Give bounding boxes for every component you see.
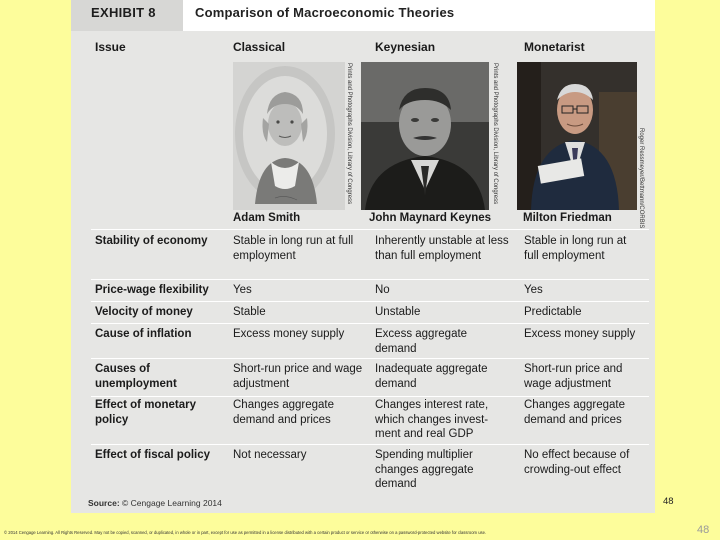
column-header-keynesian: Keynesian (375, 40, 436, 54)
exhibit-label: EXHIBIT 8 (71, 0, 183, 31)
table-cell-classical: Short-run price and wage adjustment (233, 363, 363, 390)
portrait-credit-keynes: Prints and Photographs Division, Library of Congress (492, 63, 498, 205)
table-cell-monetarist: Yes (524, 284, 543, 296)
table-cell-classical: Excess money supply (233, 328, 345, 340)
table-cell-keynesian: Excess aggregate demand (375, 328, 468, 355)
table-cell-classical: Stable (233, 306, 266, 318)
copyright-footer: © 2014 Cengage Learning. All Rights Reserved. May not be copied, scanned, or duplicated, in whole or in part, except for use as permitted in a license distributed with a certain product or service or otherwise on a password-protected website for classroom use. (4, 530, 487, 535)
portrait-friedman (517, 62, 637, 210)
table-cell-monetarist: Changes aggregate demand and prices (524, 399, 626, 426)
exhibit-title: Comparison of Macroeconomic Theories (195, 5, 455, 20)
table-cell-keynesian: Inherently unstable at less than full employment (375, 235, 509, 262)
table-cell-monetarist: Stable in long run at full employment (524, 235, 627, 262)
exhibit-table (71, 0, 655, 513)
source-label: Source: (88, 498, 120, 508)
table-cell-classical: Changes aggregate demand and prices (233, 399, 335, 426)
row-divider (91, 323, 649, 324)
table-cell-monetarist: Short-run price and wage adjustment (524, 363, 623, 390)
row-divider (91, 279, 649, 280)
portrait-keynes (361, 62, 489, 210)
table-cell-issue: Effect of monetary policy (95, 399, 196, 426)
table-cell-monetarist: No effect because of crowding-out effect (524, 449, 630, 476)
table-cell-classical: Stable in long run at full employment (233, 235, 354, 262)
table-cell-keynesian: No (375, 284, 390, 296)
portrait-credit-adam-smith: Prints and Photographs Division, Library of Congress (346, 63, 352, 205)
row-divider (91, 301, 649, 302)
table-cell-keynesian: Unstable (375, 306, 421, 318)
table-cell-issue: Velocity of money (95, 306, 193, 318)
column-header-issue: Issue (95, 40, 126, 54)
table-cell-issue: Causes of unemployment (95, 363, 177, 390)
column-header-classical: Classical (233, 40, 286, 54)
source-text: © Cengage Learning 2014 (122, 498, 222, 508)
source-note (88, 498, 222, 508)
row-divider (91, 229, 649, 230)
table-cell-keynesian: Changes interest rate, which changes invest-ment and real GDP (375, 399, 489, 440)
portrait-name-friedman: Milton Friedman (523, 212, 612, 224)
table-cell-classical: Not necessary (233, 449, 307, 461)
table-cell-monetarist: Excess money supply (524, 328, 636, 340)
table-cell-classical: Yes (233, 284, 252, 296)
footer-page-number: 48 (697, 524, 710, 536)
table-cell-issue: Cause of inflation (95, 328, 192, 340)
portrait-adam-smith-image (233, 62, 345, 210)
portrait-name-adam-smith: Adam Smith (233, 212, 301, 224)
page-number: 48 (663, 496, 674, 507)
table-cell-issue: Stability of economy (95, 235, 208, 247)
portrait-keynes-image (361, 62, 489, 210)
portrait-name-keynes: John Maynard Keynes (369, 212, 492, 224)
table-cell-issue: Effect of fiscal policy (95, 449, 211, 461)
column-header-monetarist: Monetarist (524, 40, 585, 54)
table-cell-keynesian: Spending multiplier changes aggregate demand (375, 449, 474, 490)
table-cell-monetarist: Predictable (524, 306, 582, 318)
portrait-adam-smith (233, 62, 345, 210)
row-divider (91, 358, 649, 359)
row-divider (91, 444, 649, 445)
table-cell-keynesian: Inadequate aggregate demand (375, 363, 488, 390)
portrait-credit-friedman: Roger Ressmeyer/Bettmann/CORBIS (638, 128, 644, 229)
exhibit-header (71, 0, 655, 31)
row-divider (91, 396, 649, 397)
table-cell-issue: Price-wage flexibility (95, 284, 209, 296)
portrait-friedman-image (517, 62, 637, 210)
